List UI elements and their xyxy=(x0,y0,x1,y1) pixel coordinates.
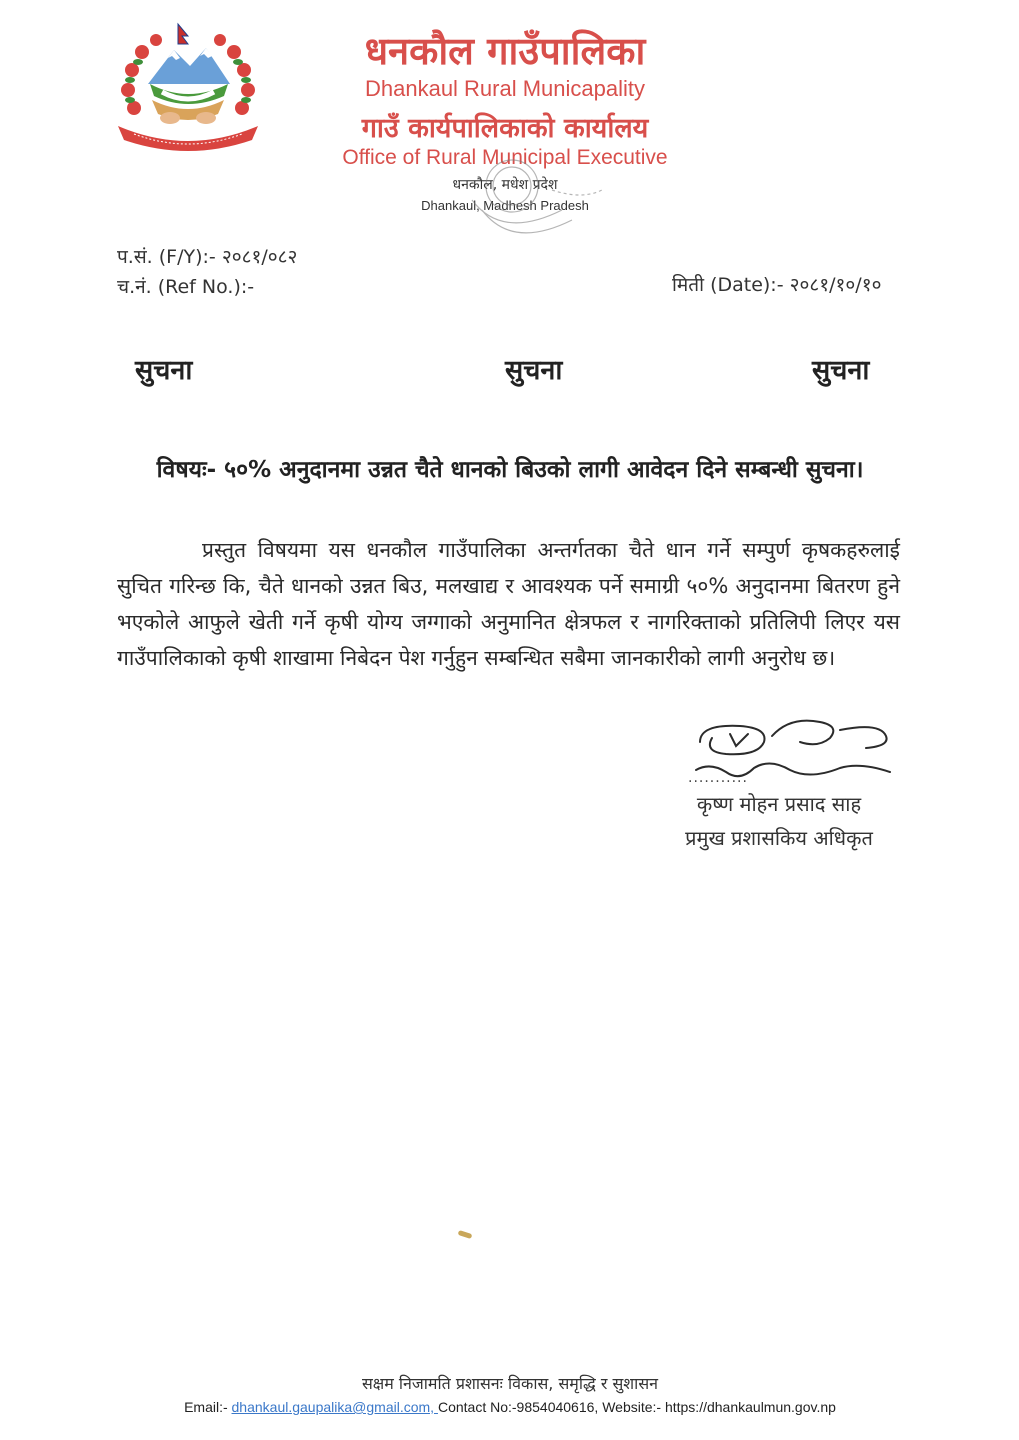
contact-website: Contact No:-9854040616, Website:- https://dhankaulmun.gov.np xyxy=(437,1399,836,1415)
email-link[interactable]: dhankaul.gaupalika@gmail.com, xyxy=(231,1399,438,1415)
officer-name: कृष्ण मोहन प्रसाद साह xyxy=(696,792,862,816)
reference-number: च.नं. (Ref No.):- xyxy=(117,276,255,298)
subject-line: विषयः- ५०% अनुदानमा उन्नत चैते धानको बिउको लागी आवेदन दिने सम्बन्धी सुचना। xyxy=(156,457,864,483)
scan-speck xyxy=(458,1230,473,1239)
office-name-en: Office of Rural Municipal Executive xyxy=(342,146,668,169)
fiscal-year: प.सं. (F/Y):- २०८१/०८२ xyxy=(117,246,298,268)
email-label: Email:- xyxy=(184,1399,232,1415)
notice-heading-center: सुचना xyxy=(505,355,563,386)
letter-date: मिती (Date):- २०८१/१०/१० xyxy=(672,274,882,296)
footer-motto: सक्षम निजामति प्रशासनः विकास, समृद्धि र सुशासन xyxy=(361,1374,659,1393)
nepal-emblem-icon xyxy=(112,22,264,152)
officer-title: प्रमुख प्रशासकिय अधिकृत xyxy=(685,826,873,850)
municipality-name-en: Dhankaul Rural Municapality xyxy=(364,76,646,101)
notice-heading-right: सुचना xyxy=(812,355,870,386)
address-np: धनकौल, मधेश प्रदेश xyxy=(452,177,558,193)
address-en: Dhankaul, Madhesh Pradesh xyxy=(421,198,589,213)
notice-heading-left: सुचना xyxy=(135,355,193,386)
office-name-np: गाउँ कार्यपालिकाको कार्यालय xyxy=(361,113,649,144)
signature-dotted-line: ........... xyxy=(688,770,748,786)
body-paragraph xyxy=(117,532,900,676)
municipality-name-np: धनकौल गाउँपालिका xyxy=(364,29,646,73)
office-stamp-icon xyxy=(432,150,612,260)
footer-contact xyxy=(60,1399,960,1415)
body-text: प्रस्तुत विषयमा यस धनकौल गाउँपालिका अन्तर्गतका चैते धान गर्ने सम्पुर्ण कृषकहरुलाई सुचित गरिन्छ कि, चैते धानको उन्नत बिउ, मलखाद्य र आवश्यक पर्ने समाग्री ५०% अनुदानमा बितरण हुने भएकोले आफुले खेती गर्ने कृषी योग्य जग्गाको अनुमानित क्षेत्रफल र नागरिक्ताको प्रतिलिपी लिएर यस गाउँपालिकाको कृषी शाखामा निबेदन पेश गर्नुहुन सम्बन्धित सबैमा जानकारीको लागी अनुरोध छ। xyxy=(117,538,900,670)
